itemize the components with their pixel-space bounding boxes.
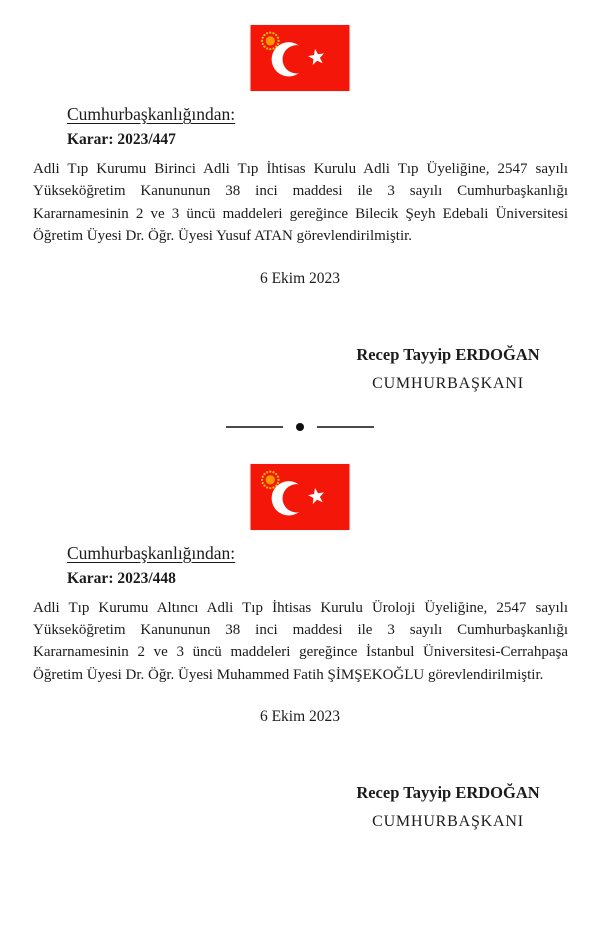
signer-name: Recep Tayyip ERDOĞAN (356, 344, 540, 364)
decree-section-447 (0, 0, 600, 393)
flag-container (0, 0, 600, 91)
turkish-presidential-flag-icon (250, 25, 350, 91)
turkish-presidential-flag-icon (250, 464, 350, 530)
signer-title: CUMHURBAŞKANI (372, 813, 524, 831)
separator-dot-icon (296, 423, 304, 431)
issuer-heading: Cumhurbaşkanlığından: (67, 104, 236, 124)
issuer-heading: Cumhurbaşkanlığından: (67, 542, 236, 563)
decree-body-text: Adli Tıp Kurumu Altıncı Adli Tıp İhtisas Kurulu Üroloji Üyeliğine, 2547 sayılı Yükseköğretim Kanununun 38 inci maddesi ile 3 sayılı Cumhurbaşkanlığı Kararnamesinin 2 ve 3 üncü maddeleri gereğince İstanbul Üniversitesi-Cerrahpaşa Öğretim Üyesi Dr. Öğr. Üyesi Muhammed Fatih ŞİMŞEKOĞLU görevlendirilmiştir. (33, 599, 568, 683)
signer-title: CUMHURBAŞKANI (372, 374, 524, 392)
separator-line-right (317, 426, 374, 428)
decree-body-text: Adli Tıp Kurumu Birinci Adli Tıp İhtisas Kurulu Adli Tıp Üyeliğine, 2547 sayılı Yükseköğretim Kanununun 38 inci maddesi ile 3 sayılı Cumhurbaşkanlığı Kararnamesinin 2 ve 3 üncü maddeleri gereğince Bilecik Şeyh Edebali Üniversitesi Öğretim Üyesi Dr. Öğr. Üyesi Yusuf ATAN görevlendirilmiştir. (33, 161, 568, 245)
separator-line-left (226, 426, 283, 428)
signature-block (332, 783, 564, 831)
decree-date: 6 Ekim 2023 (259, 269, 341, 287)
signature-block (332, 345, 564, 393)
decree-date: 6 Ekim 2023 (259, 708, 341, 726)
signer-name: Recep Tayyip ERDOĞAN (356, 783, 540, 803)
decree-section-448 (0, 431, 600, 832)
decision-number: Karar: 2023/448 (67, 569, 176, 587)
decision-number: Karar: 2023/447 (67, 131, 176, 148)
section-separator (0, 423, 600, 431)
flag-container (0, 431, 600, 530)
